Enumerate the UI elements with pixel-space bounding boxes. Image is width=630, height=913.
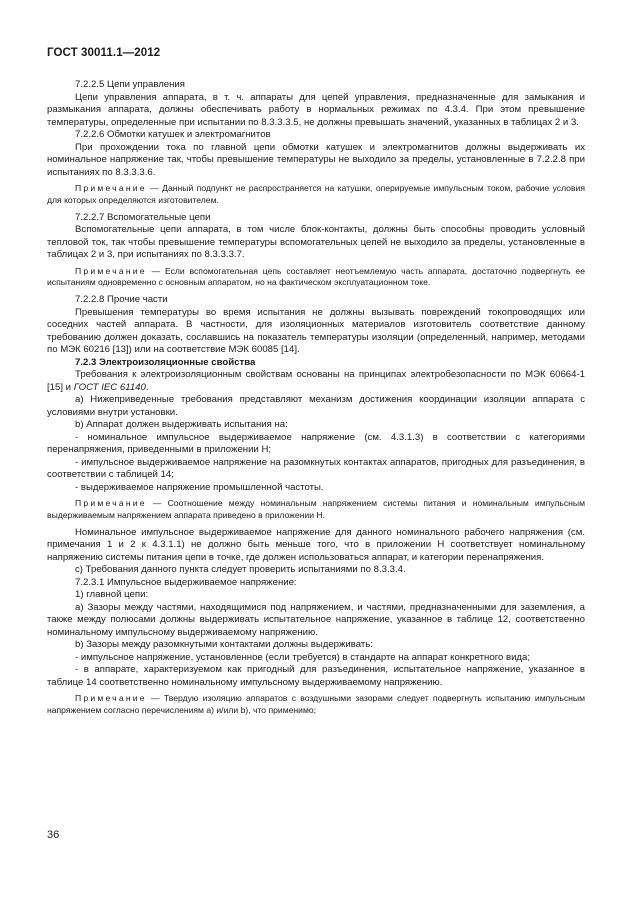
list-item: - номинальное импульсное выдерживаемое напряжение (см. 4.3.1.3) в соответствии с категориями перенапряжения, приведенными в приложении Н; — [47, 431, 585, 456]
page-number: 36 — [47, 829, 60, 841]
list-item: - импульсное выдерживаемое напряжение на разомкнутых контактах аппаратов, пригодных для разъединения, в соответствии с таблицей 14; — [47, 456, 585, 481]
paragraph — [47, 369, 585, 394]
paragraph: 1) главной цепи: — [75, 589, 149, 601]
document-header: ГОСТ 30011.1—2012 — [47, 47, 161, 59]
note-label: Примечание — [75, 693, 147, 704]
list-item: - выдерживаемое напряжение промышленной частоты. — [75, 481, 324, 493]
note-text: — Твердую изоляцию аппаратов с воздушными зазорами следует подвергнуть испытанию импульсным напряжением согласно перечислениям а) и/или b), что применимо; — [47, 693, 585, 716]
note-label: Примечание — [75, 498, 147, 509]
section-heading: 7.2.2.7 Вспомогательные цепи — [75, 211, 211, 223]
paragraph-text: . — [145, 381, 149, 393]
list-item: - в аппарате, характеризуемом как пригодный для разъединения, испытательное напряжение, указанное в таблице 14 соответственно номинальному импульсному выдерживаемому напряжению. — [47, 664, 585, 688]
standard-reference: ГОСТ IEC 61140 — [73, 381, 146, 393]
paragraph: b) Аппарат должен выдерживать испытания на: — [75, 419, 288, 431]
paragraph-text: Требования к электроизоляционным свойствам основаны на принципах электробезопасности по МЭК 60664-1 [15] и — [47, 369, 585, 393]
note-label: Примечание — [75, 183, 147, 193]
note-text: — Если вспомогательная цепь составляет неотъемлемую часть аппарата, достаточно подвергнуть ее испытаниям одновременно с основным аппаратом, но на фактическом эксплуатационном токе. — [47, 265, 585, 288]
section-heading: 7.2.3 Электроизоляционные свойства — [75, 356, 256, 368]
list-item: - импульсное напряжение, установленное (если требуется) в стандарте на аппарат конкретного вида; — [75, 651, 531, 663]
paragraph: При прохождении тока по главной цепи обмотки катушек и электромагнитов должны выдерживать их номинальное напряжение так, чтобы превышение температуры не выходило за пределы, установленные в 7.2.2.8 при испытаниях по 8.3.3.3.6. — [47, 141, 585, 178]
section-heading: 7.2.3.1 Импульсное выдерживаемое напряжение: — [75, 576, 297, 588]
note — [47, 498, 585, 522]
paragraph: Вспомогательные цепи аппарата, в том числе блок-контакты, должны быть способны проводить условный тепловой ток, так чтобы превышение температуры вспомогательных цепей не выходило за пределы, установленные в таблицах 2 и 3, при испытаниях по 8.3.3.3.7. — [47, 224, 585, 261]
paragraph: а) Зазоры между частями, находящимися под напряжением, и частями, предназначенными для заземления, а также между полюсами должны выдерживать испытательное напряжение, указанное в таблице 12, соответственно номинальному импульсному выдерживаемому напряжению. — [47, 601, 585, 638]
note-text: — Данный подпункт не распространяется на катушки, оперируемые импульсным током, рабочие условия для которых определяются изготовителем. — [47, 183, 585, 205]
section-heading: 7.2.2.6 Обмотки катушек и электромагнитов — [75, 129, 271, 140]
paragraph: Цепи управления аппарата, в т. ч. аппараты для цепей управления, предназначенные для замыкания и размыкания аппарата, должны обеспечивать работу в нормальных режимах по 4.3.4. При этом превышение температуры, определенные при испытании по 8.3.3.3.5, не должны превышать значений, указанных в таблицах 2 и 3. — [47, 91, 585, 128]
section-heading: 7.2.2.8 Прочие части — [75, 294, 168, 306]
note-label: Примечание — [75, 265, 147, 276]
paragraph: Номинальное импульсное выдерживаемое напряжение для данного номинального рабочего напряжения (см. примечания 1 и 2 к 4.3.1.1) не должно быть меньше того, что в приложении Н соответствует номинальному напряжению системы питания цепи в точке, где должен использоваться аппарат, и категории перенапряжения. — [47, 526, 585, 563]
note — [47, 693, 585, 717]
section-heading: 7.2.2.5 Цепи управления — [75, 79, 185, 90]
note-text: — Соотношение между номинальным напряжением системы питания и номинальным импульсным выдерживаемым напряжением аппарата приведено в приложении Н. — [47, 498, 585, 520]
note — [47, 183, 585, 207]
document-body — [47, 79, 585, 722]
paragraph: Превышения температуры во время испытания не должны вызывать повреждений токопроводящих или соседних частей аппарата. В частности, для изоляционных материалов изготовитель соответствие данному требованию должен доказать, сославшись на показатель температуры изоляции (определенный, например, методами по МЭК 60216 [13]) или на соответствие МЭК 60085 [14]. — [47, 306, 585, 356]
paragraph: b) Зазоры между разомкнутыми контактами должны выдерживать: — [75, 639, 373, 651]
paragraph: а) Нижеприведенные требования представляют механизм достижения координации изоляции аппарата с условиями внутри установки. — [47, 394, 585, 418]
paragraph: с) Требования данного пункта следует проверить испытаниями по 8.3.3.4. — [75, 564, 406, 576]
note — [47, 266, 585, 290]
